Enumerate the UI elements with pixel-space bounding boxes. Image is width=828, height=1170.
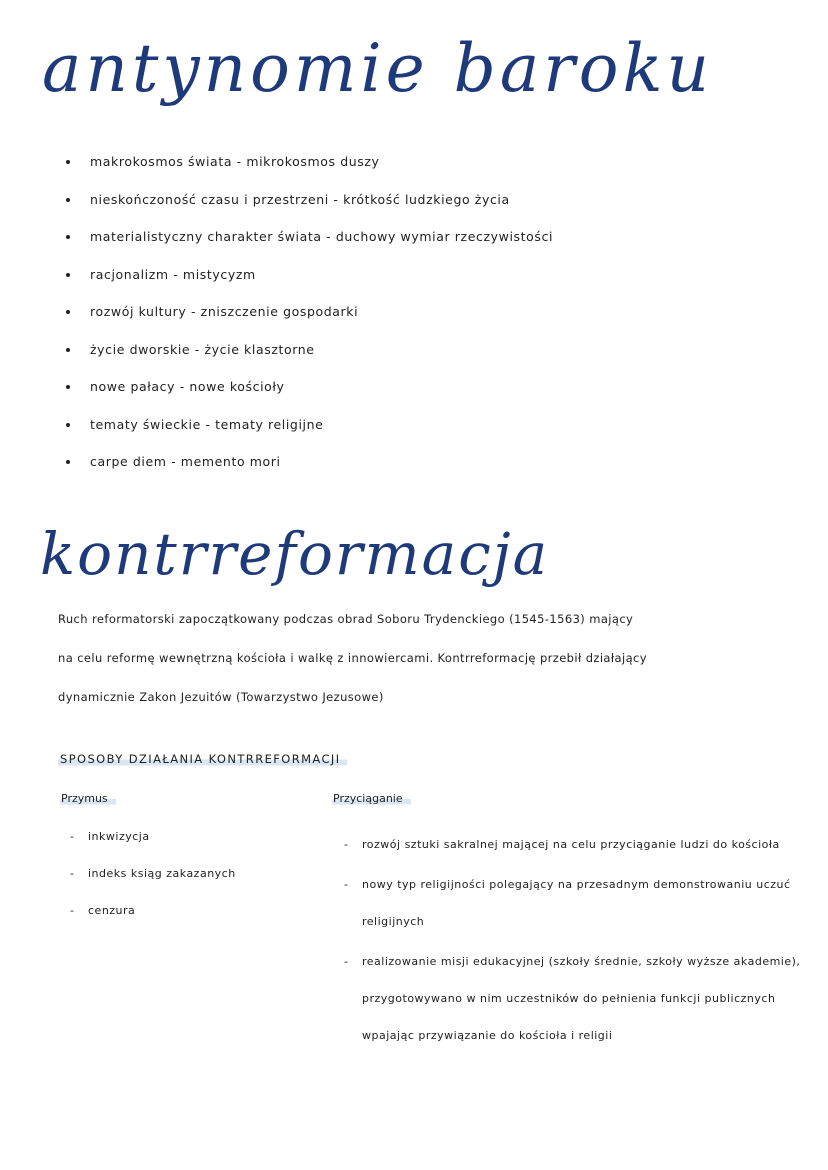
bullet-icon — [66, 385, 70, 389]
attraction-list — [344, 826, 814, 1057]
list-item: - nowy typ religijności polegający na przesadnym demonstrowaniu uczuć religijnych — [344, 866, 814, 940]
definition-paragraph — [58, 600, 808, 717]
title-antynomie-baroku: antynomie baroku — [42, 30, 714, 107]
dash-icon: - — [344, 878, 349, 891]
list-item: nieskończoność czasu i przestrzeni - krótkość ludzkiego życia — [66, 188, 553, 226]
methods-heading: SPOSOBY DZIAŁANIA KONTRREFORMACJI — [58, 752, 347, 766]
list-item: - rozwój sztuki sakralnej mającej na celu przyciąganie ludzi do kościoła — [344, 826, 814, 863]
bullet-icon — [66, 198, 70, 202]
dash-icon: - — [344, 838, 349, 851]
dash-icon: - — [344, 955, 349, 968]
list-item: makrokosmos świata - mikrokosmos duszy — [66, 150, 553, 188]
list-item: materialistyczny charakter świata - duchowy wymiar rzeczywistości — [66, 225, 553, 263]
left-column-heading: Przymus — [60, 792, 116, 805]
list-item: carpe diem - memento mori — [66, 450, 553, 488]
paragraph-line: Ruch reformatorski zapoczątkowany podczas obrad Soboru Trydenckiego (1545-1563) mający — [58, 612, 634, 626]
list-item: - inkwizycja — [70, 826, 236, 863]
bullet-icon — [66, 273, 70, 277]
bullet-icon — [66, 310, 70, 314]
dash-icon: - — [70, 867, 75, 880]
dash-icon: - — [70, 904, 75, 917]
right-column-heading: Przyciąganie — [332, 792, 411, 805]
bullet-icon — [66, 423, 70, 427]
paragraph-line: dynamicznie Zakon Jezuitów (Towarzystwo Jezusowe) — [58, 690, 384, 704]
list-item: rozwój kultury - zniszczenie gospodarki — [66, 300, 553, 338]
paragraph-line: na celu reformę wewnętrzną kościoła i walkę z innowiercami. Kontrreformację przebił działający — [58, 651, 647, 665]
list-item: tematy świeckie - tematy religijne — [66, 413, 553, 451]
bullet-icon — [66, 160, 70, 164]
list-item: - cenzura — [70, 900, 236, 937]
list-item: racjonalizm - mistycyzm — [66, 263, 553, 301]
title-kontrreformacja: kontrreformacja — [40, 520, 550, 588]
coercion-list — [70, 826, 236, 937]
antinomies-list — [66, 150, 553, 488]
list-item: - realizowanie misji edukacyjnej (szkoły średnie, szkoły wyższe akademie), przygotowywano w nim uczestników do pełnienia funkcji publicznych wpajając przywiązanie do kościoła i religii — [344, 943, 814, 1054]
dash-icon: - — [70, 830, 75, 843]
bullet-icon — [66, 235, 70, 239]
list-item: życie dworskie - życie klasztorne — [66, 338, 553, 376]
bullet-icon — [66, 348, 70, 352]
bullet-icon — [66, 460, 70, 464]
list-item: nowe pałacy - nowe kościoły — [66, 375, 553, 413]
list-item: - indeks ksiąg zakazanych — [70, 863, 236, 900]
